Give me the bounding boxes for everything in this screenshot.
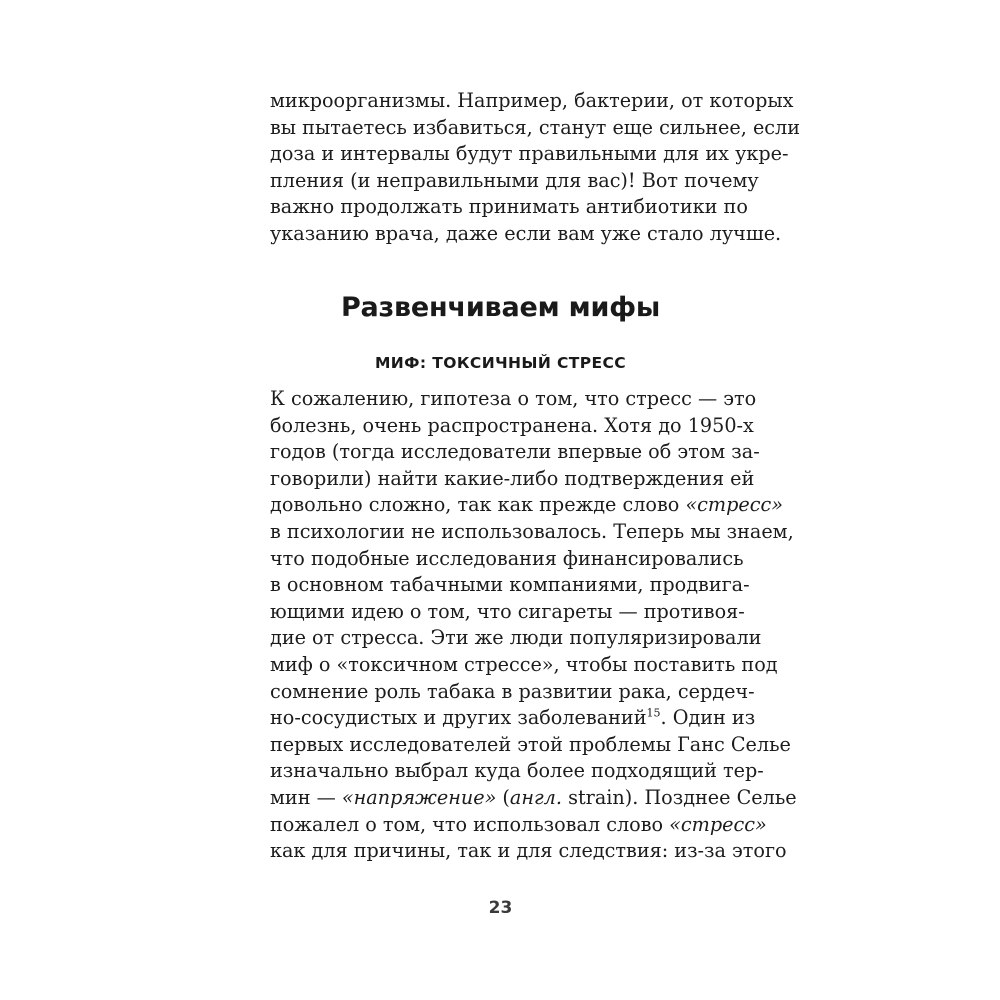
text-line xyxy=(270,492,783,519)
page-number: 23 xyxy=(488,898,513,918)
text-line: пления (и неправильными для вас)! Вот почему xyxy=(270,168,759,192)
text-line: первых исследователей этой проблемы Ганс Селье xyxy=(270,732,791,756)
text-line xyxy=(270,785,797,812)
text-line: годов (тогда исследователи впервые об этом за- xyxy=(270,440,760,464)
text-line: что подобные исследования финансировались xyxy=(270,546,744,570)
text-line: вы пытаетесь избавиться, станут еще сильнее, если xyxy=(270,115,801,139)
paragraph-antibiotics xyxy=(270,88,801,248)
italic-abbreviation: англ. xyxy=(509,785,562,809)
text-line xyxy=(270,705,756,732)
text-line: как для причины, так и для следствия: из-за этого xyxy=(270,839,787,863)
section-heading: Развенчиваем мифы xyxy=(340,292,661,323)
italic-term: «напряжение» xyxy=(341,785,497,809)
text-line: указанию врача, даже если вам уже стало лучше. xyxy=(270,221,782,245)
text-line: важно продолжать принимать антибиотики по xyxy=(270,195,748,219)
text-line: ющими идею о том, что сигареты — противоя- xyxy=(270,599,745,623)
text-line: в психологии не использовалось. Теперь мы знаем, xyxy=(270,519,794,543)
text-line xyxy=(270,812,767,839)
text-line: миф о «токсичном стрессе», чтобы поставить под xyxy=(270,652,778,676)
text-run: но-сосудистых и других заболеваний xyxy=(270,706,647,730)
text-line: болезнь, очень распространена. Хотя до 1950-х xyxy=(270,413,754,437)
italic-term: «стресс» xyxy=(685,493,783,517)
text-run: пожалел о том, что использовал слово xyxy=(270,812,670,836)
text-run: strain). Позднее Селье xyxy=(562,785,797,809)
text-run: . Один из xyxy=(660,706,756,730)
text-run: ( xyxy=(496,785,510,809)
text-line: микроорганизмы. Например, бактерии, от которых xyxy=(270,89,794,112)
text-line: доза и интервалы будут правильными для их укре- xyxy=(270,142,789,166)
text-line: сомнение роль табака в развитии рака, сердеч- xyxy=(270,679,755,703)
section-subheading: МИФ: ТОКСИЧНЫЙ СТРЕСС xyxy=(374,354,627,372)
text-line: К сожалению, гипотеза о том, что стресс — это xyxy=(270,387,757,410)
text-run: довольно сложно, так как прежде слово xyxy=(270,493,686,517)
text-line: изначально выбрал куда более подходящий тер- xyxy=(270,759,764,783)
paragraph-toxic-stress xyxy=(270,386,797,865)
italic-term: «стресс» xyxy=(669,812,767,836)
footnote-reference: 15 xyxy=(646,706,661,720)
text-line: в основном табачными компаниями, продвига- xyxy=(270,573,750,597)
text-line: говорили) найти какие-либо подтверждения ей xyxy=(270,466,755,490)
text-run: мин — xyxy=(270,785,342,809)
text-line: дие от стресса. Эти же люди популяризировали xyxy=(270,626,762,650)
